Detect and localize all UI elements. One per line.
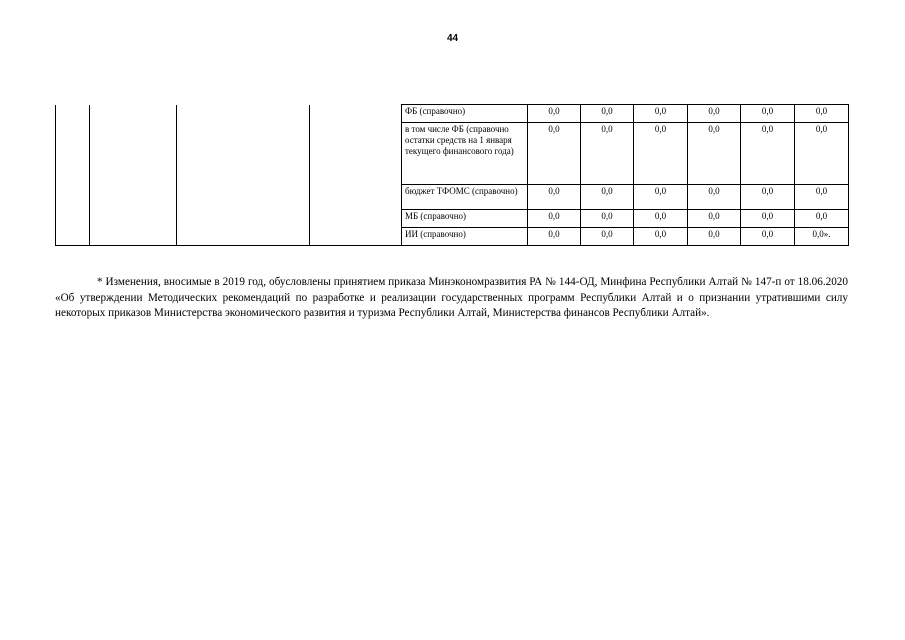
value-cell: 0,0 — [528, 185, 581, 210]
value-cell: 0,0 — [795, 185, 849, 210]
value-cell: 0,0 — [795, 123, 849, 185]
value-cell: 0,0 — [581, 105, 634, 123]
value-cell: 0,0 — [528, 228, 581, 246]
row-label: в том числе ФБ (справочно остатки средств на 1 января текущего финансового года) — [402, 123, 528, 185]
value-cell: 0,0 — [741, 228, 795, 246]
value-cell: 0,0 — [795, 210, 849, 228]
row-label: ИИ (справочно) — [402, 228, 528, 246]
value-cell: 0,0». — [795, 228, 849, 246]
value-cell: 0,0 — [741, 123, 795, 185]
value-cell: 0,0 — [688, 185, 741, 210]
budget-table — [55, 104, 849, 246]
table-row — [56, 105, 849, 123]
value-cell: 0,0 — [528, 105, 581, 123]
page-number: 44 — [446, 33, 459, 44]
value-cell: 0,0 — [741, 105, 795, 123]
value-cell: 0,0 — [581, 123, 634, 185]
empty-cell — [310, 105, 402, 246]
empty-cell — [90, 105, 177, 246]
value-cell: 0,0 — [528, 210, 581, 228]
row-label: МБ (справочно) — [402, 210, 528, 228]
value-cell: 0,0 — [741, 210, 795, 228]
value-cell: 0,0 — [741, 185, 795, 210]
value-cell: 0,0 — [581, 210, 634, 228]
value-cell: 0,0 — [795, 105, 849, 123]
value-cell: 0,0 — [634, 228, 688, 246]
value-cell: 0,0 — [634, 185, 688, 210]
empty-cell — [177, 105, 310, 246]
value-cell: 0,0 — [688, 105, 741, 123]
value-cell: 0,0 — [688, 123, 741, 185]
value-cell: 0,0 — [634, 210, 688, 228]
value-cell: 0,0 — [528, 123, 581, 185]
row-label: ФБ (справочно) — [402, 105, 528, 123]
value-cell: 0,0 — [581, 185, 634, 210]
row-label: бюджет ТФОМС (справочно) — [402, 185, 528, 210]
empty-cell — [56, 105, 90, 246]
footnote-paragraph: * Изменения, вносимые в 2019 год, обусловлены принятием приказа Минэкономразвития РА № 144-ОД, Минфина Республики Алтай № 147-п от 18.06.2020 «Об утверждении Методических рекомендаций по разработке и реализации государственных программ Республики Алтай и о признании утратившими силу некоторых приказов Министерства экономического развития и туризма Республики Алтай, Министерства финансов Республики Алтай». — [55, 276, 848, 320]
value-cell: 0,0 — [688, 210, 741, 228]
value-cell: 0,0 — [581, 228, 634, 246]
value-cell: 0,0 — [634, 105, 688, 123]
value-cell: 0,0 — [688, 228, 741, 246]
value-cell: 0,0 — [634, 123, 688, 185]
